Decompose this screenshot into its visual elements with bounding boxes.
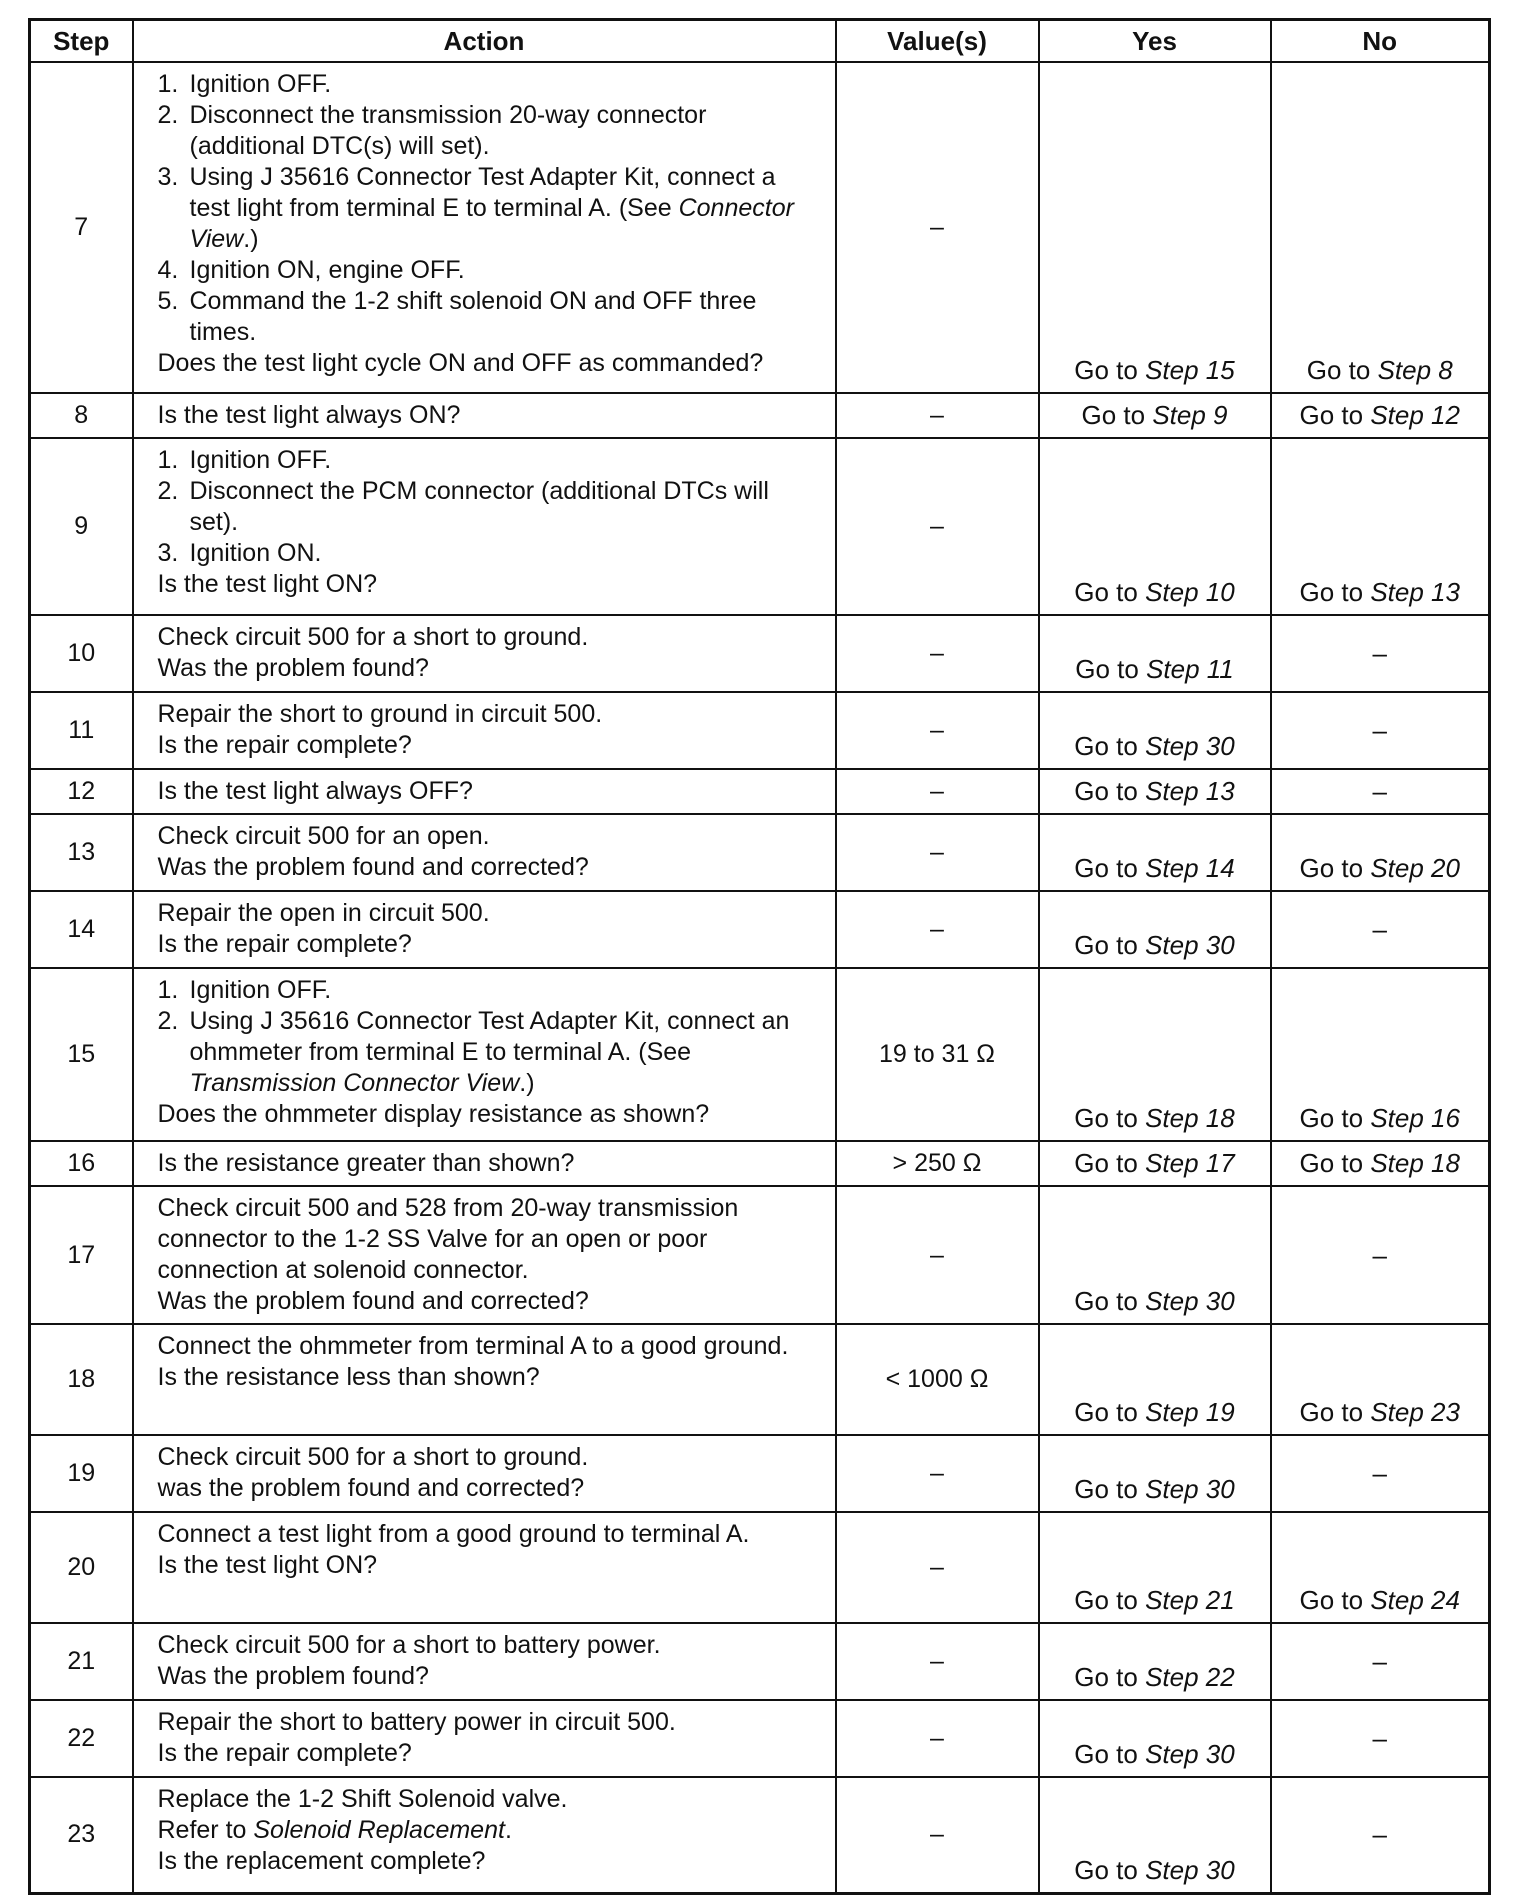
action-line — [158, 1630, 817, 1661]
value-cell: 19 to 31 Ω — [836, 968, 1039, 1141]
text-run: Refer to — [157, 1816, 254, 1844]
action-line — [158, 1519, 817, 1550]
step-number: 22 — [30, 1700, 133, 1777]
action-cell — [133, 1623, 836, 1700]
text-run: was the problem found and corrected? — [157, 1474, 585, 1502]
action-cell — [133, 1141, 836, 1186]
numbered-step — [158, 69, 817, 100]
yes-goto-label: Go to — [1074, 930, 1146, 960]
value-cell: – — [836, 393, 1039, 438]
text-run: Is the resistance greater than shown? — [157, 1149, 575, 1177]
text-run: Is the test light always OFF? — [157, 777, 473, 805]
action-cell — [133, 438, 836, 615]
action-question — [158, 348, 817, 379]
text-run: Check circuit 500 and 528 from 20-way transmission connector to the 1-2 SS Valve for an open or poor connection at solenoid connector. — [157, 1194, 739, 1284]
yes-step-reference: Step 17 — [1145, 1148, 1235, 1178]
step-number: 19 — [30, 1435, 133, 1512]
text-run: Repair the open in circuit 500. — [157, 899, 490, 927]
action-cell — [133, 968, 836, 1141]
table-row — [30, 393, 1490, 438]
step-item-text — [190, 538, 817, 569]
numbered-step — [158, 100, 817, 162]
yes-goto-label: Go to — [1074, 355, 1146, 385]
no-cell — [1271, 1700, 1490, 1777]
yes-step-reference: Step 10 — [1145, 577, 1235, 607]
yes-step-reference: Step 30 — [1145, 1286, 1235, 1316]
no-goto-label: – — [1372, 914, 1387, 944]
text-run: Using J 35616 Connector Test Adapter Kit, connect an ohmmeter from terminal E to terminal A. (See — [189, 1007, 790, 1066]
text-run: Repair the short to ground in circuit 500. — [157, 700, 603, 728]
no-cell — [1271, 968, 1490, 1141]
action-question — [158, 1846, 817, 1877]
action-cell — [133, 1435, 836, 1512]
yes-step-reference: Step 30 — [1145, 1854, 1235, 1885]
table-row — [30, 1777, 1490, 1893]
step-item-number: 3. — [157, 539, 179, 567]
table-row — [30, 1700, 1490, 1777]
text-run: Disconnect the PCM connector (additional DTCs will set). — [189, 477, 769, 536]
action-question — [158, 1286, 817, 1317]
step-number: 15 — [30, 968, 133, 1141]
action-cell — [133, 769, 836, 814]
text-run: Repair the short to battery power in circuit 500. — [157, 1708, 676, 1736]
no-goto-label: – — [1372, 715, 1387, 745]
italic-reference: Connector View — [189, 194, 794, 253]
table-body — [30, 62, 1490, 1893]
value-cell: – — [836, 1777, 1039, 1893]
step-item-number: 1. — [157, 976, 179, 1004]
yes-cell — [1039, 1623, 1271, 1700]
numbered-step — [158, 445, 817, 476]
no-step-reference: Step 24 — [1370, 1585, 1460, 1615]
yes-cell — [1039, 814, 1271, 891]
numbered-step — [158, 286, 817, 348]
action-line — [158, 1442, 817, 1473]
yes-step-reference: Step 14 — [1145, 853, 1235, 883]
no-goto-label: – — [1372, 1723, 1387, 1753]
numbered-steps — [158, 445, 817, 569]
text-run: Disconnect the transmission 20-way connector (additional DTC(s) will set). — [189, 101, 707, 160]
text-run: Connect a test light from a good ground to terminal A. — [157, 1520, 750, 1548]
action-cell — [133, 692, 836, 769]
yes-cell — [1039, 1700, 1271, 1777]
step-item-number: 3. — [157, 163, 179, 191]
table-row — [30, 968, 1490, 1141]
yes-goto-label: Go to — [1074, 1103, 1146, 1133]
yes-goto-label: Go to — [1081, 400, 1153, 430]
value-cell: – — [836, 615, 1039, 692]
step-item-text — [190, 100, 817, 162]
yes-step-reference: Step 19 — [1145, 1397, 1235, 1427]
yes-goto-label: Go to — [1074, 1397, 1146, 1427]
no-cell — [1271, 1623, 1490, 1700]
no-goto-label: – — [1372, 1458, 1387, 1488]
yes-cell — [1039, 1777, 1271, 1893]
yes-cell — [1039, 438, 1271, 615]
table-row — [30, 438, 1490, 615]
action-line — [158, 699, 817, 730]
no-goto-label: Go to — [1299, 577, 1371, 607]
yes-goto-label: Go to — [1075, 654, 1147, 684]
action-cell — [133, 1777, 836, 1893]
action-question — [158, 653, 817, 684]
header-values: Value(s) — [836, 20, 1039, 63]
yes-cell — [1039, 1512, 1271, 1623]
numbered-step — [158, 255, 817, 286]
action-question — [158, 1550, 817, 1581]
no-goto-label: Go to — [1299, 1103, 1371, 1133]
yes-step-reference: Step 30 — [1145, 731, 1235, 761]
action-cell — [133, 1186, 836, 1324]
action-cell — [133, 393, 836, 438]
value-cell: – — [836, 62, 1039, 393]
step-item-number: 1. — [157, 70, 179, 98]
text-run: Using J 35616 Connector Test Adapter Kit, connect a test light from terminal E to terminal A. (See — [189, 163, 776, 222]
action-question — [158, 852, 817, 883]
text-run: Does the test light cycle ON and OFF as commanded? — [157, 349, 764, 377]
no-goto-label: Go to — [1299, 1585, 1371, 1615]
yes-step-reference: Step 21 — [1145, 1585, 1235, 1615]
step-item-text — [190, 255, 817, 286]
table-row — [30, 62, 1490, 393]
action-question — [158, 929, 817, 960]
text-run: Ignition OFF. — [189, 70, 332, 98]
text-run: Check circuit 500 for an open. — [157, 822, 490, 850]
no-step-reference: Step 13 — [1370, 577, 1460, 607]
step-item-number: 1. — [157, 446, 179, 474]
header-row — [30, 20, 1490, 63]
step-item-text — [190, 975, 817, 1006]
text-run: Was the problem found? — [157, 1662, 429, 1690]
no-cell — [1271, 1512, 1490, 1623]
diagnostic-table — [28, 18, 1491, 1895]
yes-goto-label: Go to — [1074, 1286, 1146, 1316]
yes-cell — [1039, 1435, 1271, 1512]
action-line — [158, 1815, 817, 1846]
value-cell: – — [836, 814, 1039, 891]
yes-cell — [1039, 1141, 1271, 1186]
no-cell — [1271, 692, 1490, 769]
yes-goto-label: Go to — [1074, 1854, 1146, 1885]
action-line — [158, 821, 817, 852]
no-cell — [1271, 1435, 1490, 1512]
text-run: Check circuit 500 for a short to ground. — [157, 623, 589, 651]
text-run: Was the problem found and corrected? — [157, 853, 589, 881]
action-question — [158, 569, 817, 600]
step-number: 12 — [30, 769, 133, 814]
yes-cell — [1039, 1186, 1271, 1324]
yes-goto-label: Go to — [1074, 776, 1146, 806]
table-row — [30, 1324, 1490, 1435]
text-run: Command the 1-2 shift solenoid ON and OFF three times. — [189, 287, 757, 346]
yes-goto-label: Go to — [1074, 853, 1146, 883]
action-cell — [133, 891, 836, 968]
action-line — [158, 1784, 817, 1815]
yes-cell — [1039, 769, 1271, 814]
no-cell — [1271, 1324, 1490, 1435]
no-step-reference: Step 16 — [1370, 1103, 1460, 1133]
step-number: 8 — [30, 393, 133, 438]
table-row — [30, 1512, 1490, 1623]
table-row — [30, 891, 1490, 968]
action-cell — [133, 1324, 836, 1435]
step-number: 14 — [30, 891, 133, 968]
text-run: Was the problem found? — [157, 654, 429, 682]
text-run: Is the replacement complete? — [157, 1847, 486, 1875]
action-line — [158, 898, 817, 929]
text-run: Is the repair complete? — [157, 930, 412, 958]
yes-goto-label: Go to — [1074, 1585, 1146, 1615]
yes-step-reference: Step 13 — [1145, 776, 1235, 806]
no-cell — [1271, 438, 1490, 615]
no-cell — [1271, 62, 1490, 393]
table-row — [30, 1435, 1490, 1512]
no-goto-label: – — [1372, 1646, 1387, 1676]
text-run: Is the repair complete? — [157, 731, 412, 759]
step-number: 20 — [30, 1512, 133, 1623]
action-question — [158, 1661, 817, 1692]
action-question — [158, 776, 817, 807]
table-row — [30, 692, 1490, 769]
step-item-text — [190, 286, 817, 348]
yes-step-reference: Step 18 — [1145, 1103, 1235, 1133]
no-goto-label: Go to — [1299, 1148, 1371, 1178]
action-question — [158, 1099, 817, 1130]
yes-step-reference: Step 11 — [1146, 654, 1234, 684]
table-row — [30, 769, 1490, 814]
no-goto-label: Go to — [1299, 853, 1371, 883]
action-line — [158, 1193, 817, 1286]
no-step-reference: Step 23 — [1370, 1397, 1460, 1427]
text-run: Is the resistance less than shown? — [157, 1363, 540, 1391]
action-question — [158, 730, 817, 761]
table-row — [30, 1186, 1490, 1324]
value-cell: – — [836, 1435, 1039, 1512]
yes-goto-label: Go to — [1074, 1474, 1146, 1504]
step-number: 7 — [30, 62, 133, 393]
yes-step-reference: Step 30 — [1145, 930, 1235, 960]
table-row — [30, 1141, 1490, 1186]
step-number: 21 — [30, 1623, 133, 1700]
step-item-text — [190, 476, 817, 538]
step-item-number: 4. — [157, 256, 179, 284]
action-line — [158, 622, 817, 653]
value-cell: – — [836, 1700, 1039, 1777]
yes-step-reference: Step 30 — [1145, 1474, 1235, 1504]
no-goto-label: Go to — [1299, 1397, 1371, 1427]
text-run: Ignition OFF. — [189, 446, 332, 474]
no-cell — [1271, 1186, 1490, 1324]
no-goto-label: – — [1372, 638, 1387, 668]
text-run: Ignition ON, engine OFF. — [189, 256, 465, 284]
table-row — [30, 615, 1490, 692]
step-item-text — [190, 1006, 817, 1099]
text-run: Check circuit 500 for a short to battery power. — [157, 1631, 661, 1659]
step-item-text — [190, 162, 817, 255]
step-number: 18 — [30, 1324, 133, 1435]
no-goto-label: – — [1372, 1819, 1387, 1850]
action-question — [158, 1473, 817, 1504]
text-run: Is the test light ON? — [157, 1551, 378, 1579]
numbered-steps — [158, 975, 817, 1099]
table-row — [30, 814, 1490, 891]
text-run: Check circuit 500 for a short to ground. — [157, 1443, 589, 1471]
yes-cell — [1039, 615, 1271, 692]
action-line — [158, 1707, 817, 1738]
no-step-reference: Step 12 — [1370, 400, 1460, 430]
no-goto-label: Go to — [1306, 355, 1378, 385]
text-run: Is the test light ON? — [157, 570, 378, 598]
step-number: 9 — [30, 438, 133, 615]
action-question — [158, 1738, 817, 1769]
text-run: Ignition OFF. — [189, 976, 332, 1004]
yes-cell — [1039, 62, 1271, 393]
no-goto-label: – — [1372, 776, 1387, 806]
numbered-steps — [158, 69, 817, 348]
yes-goto-label: Go to — [1074, 577, 1146, 607]
yes-cell — [1039, 1324, 1271, 1435]
step-item-number: 5. — [157, 287, 179, 315]
action-question — [158, 1362, 817, 1393]
yes-step-reference: Step 22 — [1145, 1662, 1235, 1692]
no-cell — [1271, 891, 1490, 968]
no-goto-label: – — [1372, 1239, 1387, 1270]
numbered-step — [158, 162, 817, 255]
value-cell: – — [836, 891, 1039, 968]
no-cell — [1271, 814, 1490, 891]
step-number: 16 — [30, 1141, 133, 1186]
italic-reference: Solenoid Replacement — [253, 1816, 505, 1844]
no-step-reference: Step 8 — [1377, 355, 1453, 385]
yes-step-reference: Step 15 — [1145, 355, 1235, 385]
no-goto-label: Go to — [1299, 400, 1371, 430]
header-step: Step — [30, 20, 133, 63]
numbered-step — [158, 538, 817, 569]
step-number: 13 — [30, 814, 133, 891]
value-cell: > 250 Ω — [836, 1141, 1039, 1186]
value-cell: – — [836, 1512, 1039, 1623]
text-run: Ignition ON. — [189, 539, 322, 567]
no-cell — [1271, 1777, 1490, 1893]
value-cell: – — [836, 692, 1039, 769]
step-number: 23 — [30, 1777, 133, 1893]
no-step-reference: Step 18 — [1370, 1148, 1460, 1178]
step-item-number: 2. — [157, 477, 179, 505]
yes-goto-label: Go to — [1074, 1148, 1146, 1178]
no-cell — [1271, 615, 1490, 692]
step-item-number: 2. — [157, 101, 179, 129]
action-cell — [133, 1700, 836, 1777]
step-item-text — [190, 445, 817, 476]
header-yes: Yes — [1039, 20, 1271, 63]
value-cell: – — [836, 438, 1039, 615]
table-row — [30, 1623, 1490, 1700]
yes-step-reference: Step 30 — [1145, 1739, 1235, 1769]
numbered-step — [158, 1006, 817, 1099]
header-action: Action — [133, 20, 836, 63]
text-run: .) — [519, 1069, 535, 1097]
step-item-number: 2. — [157, 1007, 179, 1035]
text-run: Does the ohmmeter display resistance as shown? — [157, 1100, 710, 1128]
action-cell — [133, 1512, 836, 1623]
yes-cell — [1039, 692, 1271, 769]
value-cell: – — [836, 1623, 1039, 1700]
text-run: Replace the 1-2 Shift Solenoid valve. — [157, 1785, 568, 1813]
action-question — [158, 1148, 817, 1179]
no-step-reference: Step 20 — [1370, 853, 1460, 883]
text-run: Is the repair complete? — [157, 1739, 412, 1767]
action-line — [158, 1331, 817, 1362]
action-question — [158, 400, 817, 431]
step-item-text — [190, 69, 817, 100]
yes-cell — [1039, 968, 1271, 1141]
yes-goto-label: Go to — [1074, 1662, 1146, 1692]
action-cell — [133, 62, 836, 393]
action-cell — [133, 615, 836, 692]
yes-goto-label: Go to — [1074, 1739, 1146, 1769]
text-run: Is the test light always ON? — [157, 401, 461, 429]
no-cell — [1271, 393, 1490, 438]
no-cell — [1271, 769, 1490, 814]
numbered-step — [158, 476, 817, 538]
yes-cell — [1039, 393, 1271, 438]
action-cell — [133, 814, 836, 891]
value-cell: < 1000 Ω — [836, 1324, 1039, 1435]
numbered-step — [158, 975, 817, 1006]
text-run: Was the problem found and corrected? — [157, 1287, 589, 1315]
value-cell: – — [836, 1186, 1039, 1324]
step-number: 10 — [30, 615, 133, 692]
italic-reference: Transmission Connector View — [189, 1069, 520, 1097]
text-run: . — [504, 1816, 512, 1844]
value-cell: – — [836, 769, 1039, 814]
step-number: 17 — [30, 1186, 133, 1324]
yes-step-reference: Step 9 — [1152, 400, 1228, 430]
text-run: .) — [243, 225, 259, 253]
yes-goto-label: Go to — [1074, 731, 1146, 761]
text-run: Connect the ohmmeter from terminal A to a good ground. — [157, 1332, 789, 1360]
header-no: No — [1271, 20, 1490, 63]
no-cell — [1271, 1141, 1490, 1186]
step-number: 11 — [30, 692, 133, 769]
yes-cell — [1039, 891, 1271, 968]
